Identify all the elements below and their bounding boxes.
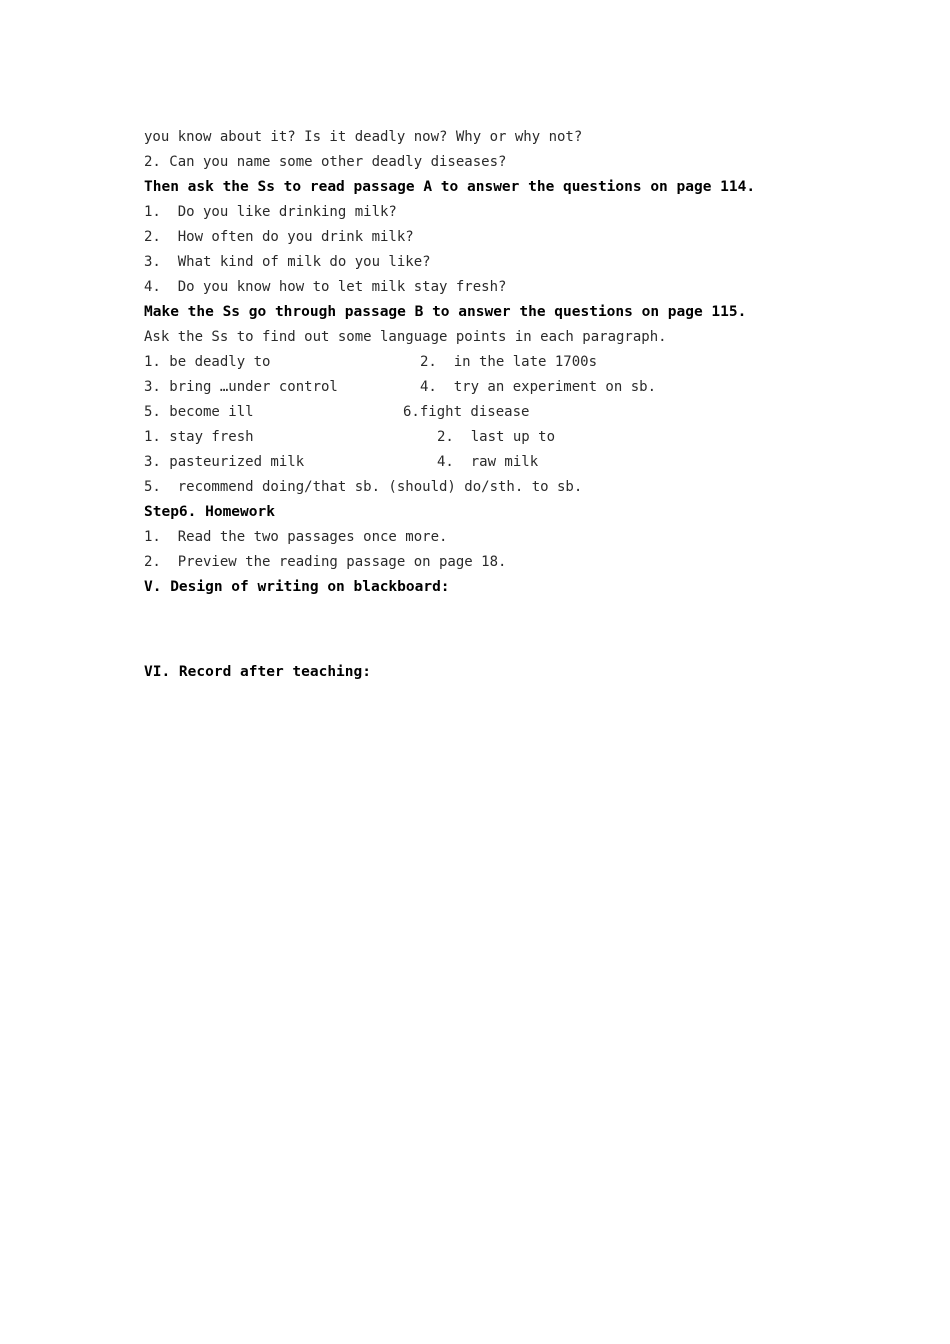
text-line: 2. Can you name some other deadly diseases? bbox=[144, 154, 507, 170]
language-point: 1. be deadly to bbox=[144, 354, 271, 370]
homework-item: 1. Read the two passages once more. bbox=[144, 529, 448, 545]
question-line: 3. What kind of milk do you like? bbox=[144, 254, 431, 270]
language-point: 4. try an experiment on sb. bbox=[420, 379, 657, 395]
question-line: 2. How often do you drink milk? bbox=[144, 229, 414, 245]
language-point: 3. bring …under control bbox=[144, 379, 338, 395]
instruction-line: Make the Ss go through passage B to answer the questions on page 115. bbox=[144, 304, 747, 320]
record-heading: VI. Record after teaching: bbox=[144, 664, 371, 680]
question-line: 1. Do you like drinking milk? bbox=[144, 204, 397, 220]
language-point: 5. become ill bbox=[144, 404, 254, 420]
language-point: 5. recommend doing/that sb. (should) do/sth. to sb. bbox=[144, 479, 583, 495]
instruction-line: Then ask the Ss to read passage A to answer the questions on page 114. bbox=[144, 179, 756, 195]
text-line: you know about it? Is it deadly now? Why or why not? bbox=[144, 129, 583, 145]
language-point: 2. in the late 1700s bbox=[420, 354, 598, 370]
question-line: 4. Do you know how to let milk stay fresh? bbox=[144, 279, 507, 295]
design-heading: V. Design of writing on blackboard: bbox=[144, 579, 450, 595]
homework-heading: Step6. Homework bbox=[144, 504, 275, 520]
homework-item: 2. Preview the reading passage on page 18. bbox=[144, 554, 507, 570]
language-point: 6.fight disease bbox=[403, 404, 530, 420]
language-point: 4. raw milk bbox=[437, 454, 539, 470]
language-point: 2. last up to bbox=[437, 429, 556, 445]
text-line: Ask the Ss to find out some language points in each paragraph. bbox=[144, 329, 667, 345]
language-point: 1. stay fresh bbox=[144, 429, 254, 445]
language-point: 3. pasteurized milk bbox=[144, 454, 305, 470]
